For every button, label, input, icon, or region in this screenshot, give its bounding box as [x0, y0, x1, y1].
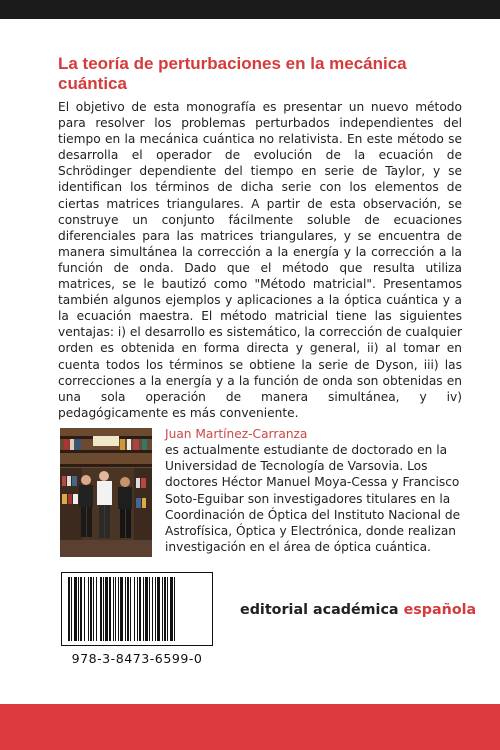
bottom-bar: [0, 704, 500, 750]
publisher-name: [240, 602, 476, 618]
book-title: La teoría de perturbaciones en la mecánica cuántica: [58, 54, 407, 93]
top-bar: [0, 0, 500, 19]
author-photo: [60, 428, 152, 557]
publisher-name-accent: española: [403, 602, 477, 618]
author-name: Juan Martínez-Carranza: [165, 427, 308, 441]
author-bio: es actualmente estudiante de doctorado en la Universidad de Tecnología de Varsovia. Los doctores Héctor Manuel Moya-Cessa y Francisco Soto-Eguibar son investigadores titulares en la Coordinación de Óptica del Instituto Nacional de Astrofísica, Óptica y Electrónica, donde realizan investigación en el área de óptica cuántica.: [165, 443, 461, 555]
publisher-name-main: editorial académica: [240, 602, 404, 618]
abstract-text: El objetivo de esta monografía es presentar un nuevo método para resolver los problemas perturbados independientes del tiempo en la mecánica cuántica no relativista. En este método se desarrolla el operador de evolución de la ecuación de Schrödinger dependiente del tiempo en serie de Taylor, y se identifican los términos de dicha serie con los elementos de ciertas matrices triangulares. A partir de esta observación, se construye un conjunto fácilmente soluble de ecuaciones diferenciales para las matrices triangulares, y se encuentra de manera simultánea la corrección a la energía y la corrección a la función de onda. Dado que el método que resulta utiliza matrices, se le bautizó como "Método matricial". Presentamos también algunos ejemplos y aplicaciones a la óptica cuántica y a la ecuación maestra. El método matricial tiene las siguientes ventajas: i) el desarrollo es sistemático, la corrección de cualquier orden es obtenida en forma directa y general, ii) al tomar en cuenta todos los términos se obtiene la serie de Dyson, iii) las correcciones a la energía y a la función de onda son obtenidas en una sola operación de manera simultánea, y iv) pedagógicamente es más conveniente.: [58, 100, 462, 420]
barcode: [61, 572, 213, 646]
isbn-number: 978-3-8473-6599-0: [71, 651, 203, 666]
